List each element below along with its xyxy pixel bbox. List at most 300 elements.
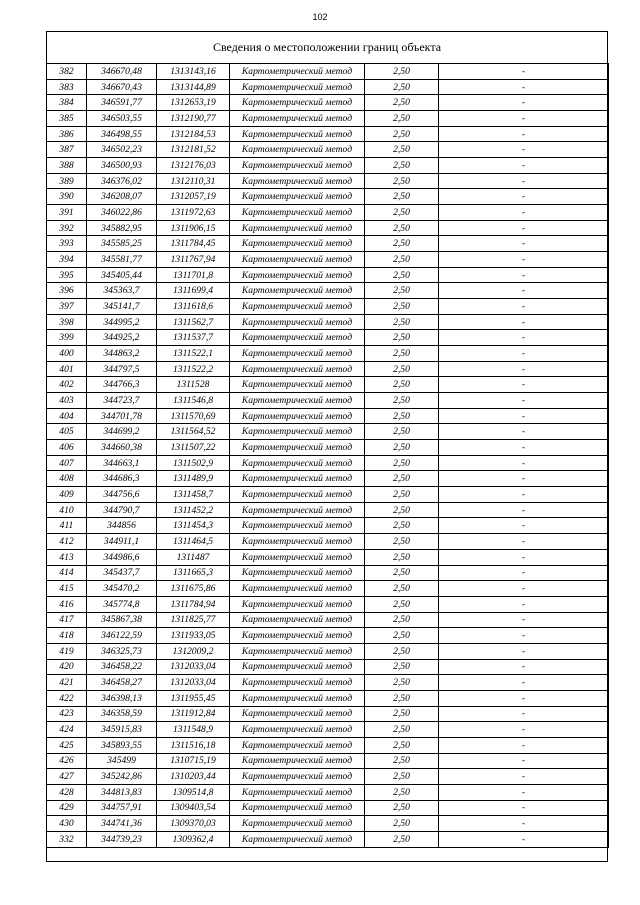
cell-accuracy: 2,50 (365, 314, 439, 330)
table-row (47, 549, 609, 565)
cell-coord-x: 344995,2 (87, 314, 157, 330)
table-row (47, 690, 609, 706)
cell-coord-y: 1311522,2 (157, 361, 230, 377)
cell-coord-y: 1311487 (157, 549, 230, 565)
cell-note: - (439, 283, 609, 299)
cell-note: - (439, 330, 609, 346)
cell-coord-y: 1313143,16 (157, 64, 230, 80)
cell-method: Картометрический метод (230, 173, 365, 189)
cell-point-number: 410 (47, 502, 87, 518)
table-row (47, 346, 609, 362)
cell-method: Картометрический метод (230, 753, 365, 769)
table-row (47, 220, 609, 236)
cell-point-number: 387 (47, 142, 87, 158)
cell-note: - (439, 64, 609, 80)
cell-coord-x: 344813,83 (87, 784, 157, 800)
cell-coord-y: 1311564,52 (157, 424, 230, 440)
cell-point-number: 422 (47, 690, 87, 706)
cell-note: - (439, 299, 609, 315)
cell-point-number: 409 (47, 487, 87, 503)
cell-note: - (439, 628, 609, 644)
cell-coord-y: 1309370,03 (157, 816, 230, 832)
cell-note: - (439, 596, 609, 612)
table-row (47, 158, 609, 174)
cell-accuracy: 2,50 (365, 581, 439, 597)
cell-coord-x: 346498,55 (87, 126, 157, 142)
cell-note: - (439, 79, 609, 95)
cell-coord-x: 346458,27 (87, 675, 157, 691)
cell-note: - (439, 111, 609, 127)
cell-accuracy: 2,50 (365, 330, 439, 346)
cell-method: Картометрический метод (230, 142, 365, 158)
cell-accuracy: 2,50 (365, 299, 439, 315)
cell-note: - (439, 361, 609, 377)
cell-accuracy: 2,50 (365, 455, 439, 471)
cell-point-number: 418 (47, 628, 87, 644)
table-row (47, 753, 609, 769)
cell-method: Картометрический метод (230, 534, 365, 550)
cell-coord-y: 1311537,7 (157, 330, 230, 346)
table-row (47, 236, 609, 252)
cell-note: - (439, 643, 609, 659)
table-row (47, 596, 609, 612)
cell-coord-y: 1311452,2 (157, 502, 230, 518)
cell-point-number: 414 (47, 565, 87, 581)
cell-method: Картометрический метод (230, 816, 365, 832)
cell-accuracy: 2,50 (365, 596, 439, 612)
cell-note: - (439, 784, 609, 800)
cell-point-number: 393 (47, 236, 87, 252)
cell-coord-x: 345242,86 (87, 769, 157, 785)
section-title: Сведения о местоположении границ объекта (212, 40, 442, 54)
table-row (47, 64, 609, 80)
table-row (47, 189, 609, 205)
table-row (47, 581, 609, 597)
cell-note: - (439, 581, 609, 597)
cell-accuracy: 2,50 (365, 800, 439, 816)
cell-point-number: 396 (47, 283, 87, 299)
cell-note: - (439, 236, 609, 252)
cell-note: - (439, 205, 609, 221)
cell-point-number: 416 (47, 596, 87, 612)
cell-point-number: 332 (47, 831, 87, 847)
document-frame (46, 31, 608, 862)
cell-method: Картометрический метод (230, 330, 365, 346)
cell-coord-y: 1311972,63 (157, 205, 230, 221)
cell-accuracy: 2,50 (365, 706, 439, 722)
cell-coord-x: 344757,91 (87, 800, 157, 816)
cell-accuracy: 2,50 (365, 79, 439, 95)
cell-method: Картометрический метод (230, 346, 365, 362)
cell-coord-x: 344856 (87, 518, 157, 534)
cell-accuracy: 2,50 (365, 534, 439, 550)
cell-coord-x: 345141,7 (87, 299, 157, 315)
cell-accuracy: 2,50 (365, 784, 439, 800)
cell-accuracy: 2,50 (365, 205, 439, 221)
cell-method: Картометрический метод (230, 800, 365, 816)
table-row (47, 299, 609, 315)
cell-accuracy: 2,50 (365, 126, 439, 142)
cell-method: Картометрический метод (230, 393, 365, 409)
cell-note: - (439, 549, 609, 565)
cell-coord-x: 345581,77 (87, 252, 157, 268)
table-row (47, 565, 609, 581)
cell-accuracy: 2,50 (365, 769, 439, 785)
cell-point-number: 408 (47, 471, 87, 487)
cell-coord-y: 1311489,9 (157, 471, 230, 487)
cell-coord-y: 1311825,77 (157, 612, 230, 628)
cell-coord-x: 346670,43 (87, 79, 157, 95)
cell-coord-x: 346670,48 (87, 64, 157, 80)
cell-coord-x: 344911,1 (87, 534, 157, 550)
cell-point-number: 419 (47, 643, 87, 659)
table-row (47, 95, 609, 111)
cell-point-number: 385 (47, 111, 87, 127)
cell-coord-x: 345882,95 (87, 220, 157, 236)
cell-coord-y: 1311665,3 (157, 565, 230, 581)
cell-method: Картометрический метод (230, 831, 365, 847)
cell-method: Картометрический метод (230, 675, 365, 691)
cell-coord-y: 1313144,89 (157, 79, 230, 95)
cell-coord-y: 1311784,94 (157, 596, 230, 612)
cell-method: Картометрический метод (230, 267, 365, 283)
cell-accuracy: 2,50 (365, 722, 439, 738)
cell-coord-x: 345915,83 (87, 722, 157, 738)
cell-method: Картометрический метод (230, 643, 365, 659)
cell-coord-x: 346502,23 (87, 142, 157, 158)
cell-method: Картометрический метод (230, 455, 365, 471)
cell-note: - (439, 534, 609, 550)
cell-accuracy: 2,50 (365, 502, 439, 518)
cell-coord-y: 1311675,86 (157, 581, 230, 597)
table-row (47, 534, 609, 550)
table-row (47, 361, 609, 377)
cell-coord-x: 345405,44 (87, 267, 157, 283)
cell-point-number: 391 (47, 205, 87, 221)
cell-coord-y: 1312184,53 (157, 126, 230, 142)
cell-accuracy: 2,50 (365, 111, 439, 127)
cell-coord-y: 1311618,6 (157, 299, 230, 315)
cell-coord-x: 346325,73 (87, 643, 157, 659)
cell-accuracy: 2,50 (365, 95, 439, 111)
cell-method: Картометрический метод (230, 690, 365, 706)
cell-note: - (439, 487, 609, 503)
cell-method: Картометрический метод (230, 722, 365, 738)
cell-method: Картометрический метод (230, 424, 365, 440)
cell-accuracy: 2,50 (365, 267, 439, 283)
cell-note: - (439, 831, 609, 847)
cell-accuracy: 2,50 (365, 549, 439, 565)
cell-method: Картометрический метод (230, 612, 365, 628)
cell-point-number: 400 (47, 346, 87, 362)
cell-note: - (439, 502, 609, 518)
cell-accuracy: 2,50 (365, 643, 439, 659)
coordinates-table (46, 63, 609, 848)
cell-method: Картометрический метод (230, 784, 365, 800)
cell-note: - (439, 816, 609, 832)
cell-coord-y: 1311502,9 (157, 455, 230, 471)
cell-coord-y: 1311701,8 (157, 267, 230, 283)
cell-method: Картометрический метод (230, 565, 365, 581)
cell-note: - (439, 314, 609, 330)
cell-point-number: 417 (47, 612, 87, 628)
cell-coord-y: 1311507,22 (157, 440, 230, 456)
table-row (47, 330, 609, 346)
table-row (47, 502, 609, 518)
cell-method: Картометрический метод (230, 440, 365, 456)
cell-point-number: 430 (47, 816, 87, 832)
cell-note: - (439, 189, 609, 205)
cell-accuracy: 2,50 (365, 252, 439, 268)
cell-method: Картометрический метод (230, 126, 365, 142)
cell-note: - (439, 800, 609, 816)
cell-method: Картометрический метод (230, 299, 365, 315)
cell-point-number: 383 (47, 79, 87, 95)
cell-point-number: 411 (47, 518, 87, 534)
cell-coord-y: 1310203,44 (157, 769, 230, 785)
table-row (47, 440, 609, 456)
cell-coord-y: 1310715,19 (157, 753, 230, 769)
cell-method: Картометрический метод (230, 158, 365, 174)
table-row (47, 173, 609, 189)
table-row (47, 79, 609, 95)
table-row (47, 612, 609, 628)
cell-accuracy: 2,50 (365, 612, 439, 628)
cell-point-number: 426 (47, 753, 87, 769)
cell-accuracy: 2,50 (365, 220, 439, 236)
cell-point-number: 392 (47, 220, 87, 236)
cell-accuracy: 2,50 (365, 675, 439, 691)
cell-point-number: 384 (47, 95, 87, 111)
cell-method: Картометрический метод (230, 64, 365, 80)
cell-note: - (439, 393, 609, 409)
cell-note: - (439, 126, 609, 142)
table-row (47, 784, 609, 800)
table-row (47, 722, 609, 738)
cell-accuracy: 2,50 (365, 565, 439, 581)
cell-coord-x: 344741,36 (87, 816, 157, 832)
cell-coord-x: 344739,23 (87, 831, 157, 847)
cell-point-number: 404 (47, 408, 87, 424)
cell-point-number: 420 (47, 659, 87, 675)
cell-coord-y: 1311784,45 (157, 236, 230, 252)
cell-method: Картометрический метод (230, 487, 365, 503)
cell-note: - (439, 346, 609, 362)
cell-note: - (439, 706, 609, 722)
cell-accuracy: 2,50 (365, 424, 439, 440)
cell-point-number: 415 (47, 581, 87, 597)
cell-accuracy: 2,50 (365, 361, 439, 377)
cell-accuracy: 2,50 (365, 518, 439, 534)
cell-accuracy: 2,50 (365, 737, 439, 753)
cell-coord-x: 346208,07 (87, 189, 157, 205)
cell-point-number: 390 (47, 189, 87, 205)
cell-point-number: 389 (47, 173, 87, 189)
table-row (47, 471, 609, 487)
cell-coord-x: 346591,77 (87, 95, 157, 111)
cell-method: Картометрический метод (230, 252, 365, 268)
cell-coord-x: 344790,7 (87, 502, 157, 518)
cell-note: - (439, 408, 609, 424)
cell-coord-x: 344723,7 (87, 393, 157, 409)
cell-coord-x: 345470,2 (87, 581, 157, 597)
cell-coord-x: 346376,02 (87, 173, 157, 189)
cell-coord-y: 1311458,7 (157, 487, 230, 503)
cell-accuracy: 2,50 (365, 64, 439, 80)
cell-method: Картометрический метод (230, 596, 365, 612)
cell-point-number: 388 (47, 158, 87, 174)
cell-point-number: 394 (47, 252, 87, 268)
table-row (47, 424, 609, 440)
cell-accuracy: 2,50 (365, 173, 439, 189)
cell-note: - (439, 440, 609, 456)
cell-coord-y: 1312057,19 (157, 189, 230, 205)
cell-point-number: 413 (47, 549, 87, 565)
cell-coord-y: 1312190,77 (157, 111, 230, 127)
cell-coord-x: 344766,3 (87, 377, 157, 393)
cell-method: Картометрический метод (230, 220, 365, 236)
cell-coord-x: 344797,5 (87, 361, 157, 377)
table-row (47, 643, 609, 659)
cell-note: - (439, 173, 609, 189)
cell-accuracy: 2,50 (365, 283, 439, 299)
cell-note: - (439, 612, 609, 628)
table-row (47, 267, 609, 283)
cell-point-number: 382 (47, 64, 87, 80)
cell-note: - (439, 769, 609, 785)
cell-accuracy: 2,50 (365, 753, 439, 769)
cell-coord-y: 1311516,18 (157, 737, 230, 753)
cell-accuracy: 2,50 (365, 408, 439, 424)
cell-note: - (439, 659, 609, 675)
cell-coord-x: 344663,1 (87, 455, 157, 471)
cell-note: - (439, 690, 609, 706)
cell-note: - (439, 95, 609, 111)
cell-method: Картометрический метод (230, 361, 365, 377)
cell-method: Картометрический метод (230, 377, 365, 393)
table-row (47, 706, 609, 722)
cell-coord-y: 1311454,3 (157, 518, 230, 534)
cell-coord-x: 345867,38 (87, 612, 157, 628)
cell-note: - (439, 722, 609, 738)
cell-accuracy: 2,50 (365, 628, 439, 644)
cell-accuracy: 2,50 (365, 236, 439, 252)
cell-point-number: 429 (47, 800, 87, 816)
cell-point-number: 412 (47, 534, 87, 550)
cell-accuracy: 2,50 (365, 690, 439, 706)
cell-method: Картометрический метод (230, 769, 365, 785)
cell-accuracy: 2,50 (365, 377, 439, 393)
cell-coord-y: 1312009,2 (157, 643, 230, 659)
cell-point-number: 405 (47, 424, 87, 440)
table-row (47, 737, 609, 753)
cell-method: Картометрический метод (230, 549, 365, 565)
cell-point-number: 403 (47, 393, 87, 409)
table-row (47, 205, 609, 221)
cell-point-number: 397 (47, 299, 87, 315)
cell-coord-y: 1311933,05 (157, 628, 230, 644)
table-row (47, 283, 609, 299)
table-row (47, 408, 609, 424)
cell-coord-x: 344925,2 (87, 330, 157, 346)
cell-method: Картометрический метод (230, 408, 365, 424)
cell-coord-y: 1311548,9 (157, 722, 230, 738)
table-row (47, 126, 609, 142)
cell-coord-y: 1309514,8 (157, 784, 230, 800)
cell-coord-x: 346122,59 (87, 628, 157, 644)
cell-coord-x: 345363,7 (87, 283, 157, 299)
cell-point-number: 398 (47, 314, 87, 330)
cell-method: Картометрический метод (230, 628, 365, 644)
cell-coord-x: 345499 (87, 753, 157, 769)
cell-coord-y: 1312033,04 (157, 675, 230, 691)
table-row (47, 487, 609, 503)
cell-coord-x: 346398,13 (87, 690, 157, 706)
cell-method: Картометрический метод (230, 205, 365, 221)
cell-note: - (439, 753, 609, 769)
cell-accuracy: 2,50 (365, 816, 439, 832)
cell-coord-y: 1311699,4 (157, 283, 230, 299)
cell-point-number: 401 (47, 361, 87, 377)
cell-coord-y: 1312176,03 (157, 158, 230, 174)
cell-coord-x: 346022,86 (87, 205, 157, 221)
cell-note: - (439, 565, 609, 581)
table-row (47, 816, 609, 832)
cell-coord-x: 344986,6 (87, 549, 157, 565)
cell-note: - (439, 252, 609, 268)
cell-coord-y: 1312033,04 (157, 659, 230, 675)
cell-accuracy: 2,50 (365, 393, 439, 409)
table-row (47, 393, 609, 409)
cell-coord-y: 1311570,69 (157, 408, 230, 424)
cell-point-number: 386 (47, 126, 87, 142)
table-row (47, 628, 609, 644)
table-row (47, 252, 609, 268)
table-row (47, 142, 609, 158)
cell-coord-x: 346503,55 (87, 111, 157, 127)
cell-note: - (439, 142, 609, 158)
cell-method: Картометрический метод (230, 283, 365, 299)
cell-coord-x: 344660,38 (87, 440, 157, 456)
cell-point-number: 399 (47, 330, 87, 346)
cell-point-number: 427 (47, 769, 87, 785)
cell-coord-x: 344686,3 (87, 471, 157, 487)
cell-coord-y: 1311546,8 (157, 393, 230, 409)
cell-method: Картометрический метод (230, 189, 365, 205)
cell-coord-x: 344863,2 (87, 346, 157, 362)
cell-coord-x: 346500,93 (87, 158, 157, 174)
cell-coord-y: 1311906,15 (157, 220, 230, 236)
cell-method: Картометрический метод (230, 236, 365, 252)
cell-point-number: 424 (47, 722, 87, 738)
cell-coord-y: 1309362,4 (157, 831, 230, 847)
cell-coord-y: 1312653,19 (157, 95, 230, 111)
table-row (47, 800, 609, 816)
cell-point-number: 407 (47, 455, 87, 471)
cell-method: Картометрический метод (230, 737, 365, 753)
cell-note: - (439, 455, 609, 471)
cell-note: - (439, 158, 609, 174)
cell-accuracy: 2,50 (365, 471, 439, 487)
cell-point-number: 428 (47, 784, 87, 800)
cell-note: - (439, 267, 609, 283)
cell-method: Картометрический метод (230, 111, 365, 127)
cell-coord-x: 344699,2 (87, 424, 157, 440)
cell-coord-y: 1309403,54 (157, 800, 230, 816)
cell-note: - (439, 377, 609, 393)
cell-coord-x: 345437,7 (87, 565, 157, 581)
table-row (47, 314, 609, 330)
